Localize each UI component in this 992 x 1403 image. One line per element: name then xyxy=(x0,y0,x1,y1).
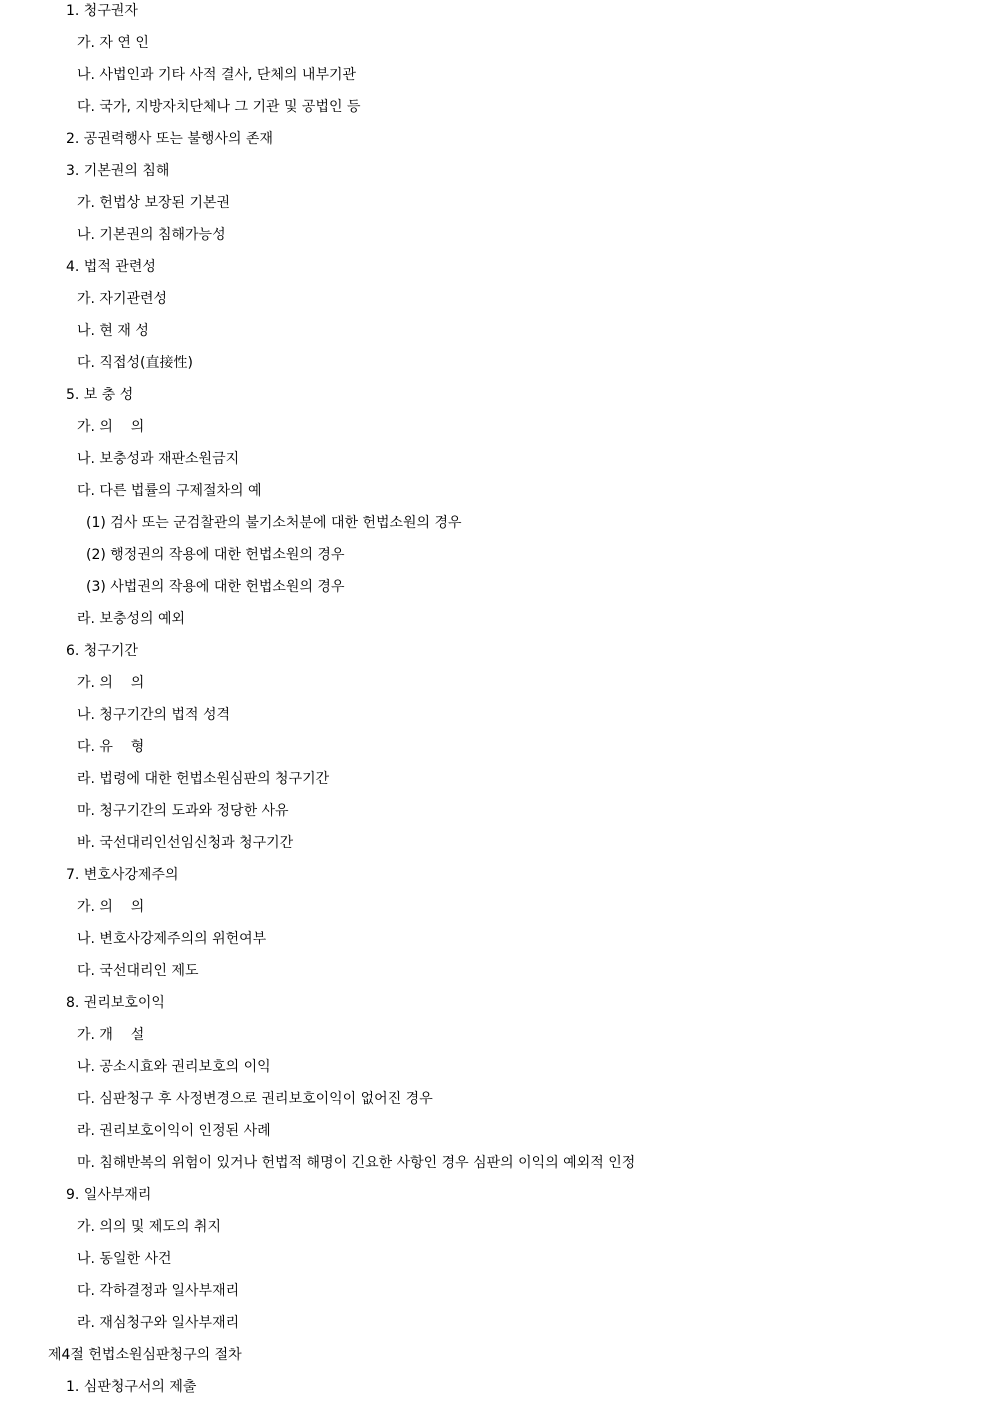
toc-item-level2: 바. 국선대리인선임신청과 청구기간 xyxy=(77,835,294,851)
toc-item-level2: 가. 헌법상 보장된 기본권 xyxy=(77,195,231,211)
toc-item-level2: 가. 의 의 xyxy=(77,899,145,915)
toc-item-level2: 나. 공소시효와 권리보호의 이익 xyxy=(77,1059,271,1075)
toc-item-level2: 다. 다른 법률의 구제절차의 예 xyxy=(77,483,262,499)
toc-item-level2: 다. 유 형 xyxy=(77,739,145,755)
toc-item-level2: 가. 의 의 xyxy=(77,419,145,435)
toc-item-level1: 7. 변호사강제주의 xyxy=(66,867,179,883)
toc-item-level2: 라. 법령에 대한 헌법소원심판의 청구기간 xyxy=(77,771,330,787)
toc-item-level3: (2) 행정권의 작용에 대한 헌법소원의 경우 xyxy=(86,547,345,563)
toc-item-level2: 가. 의 의 xyxy=(77,675,145,691)
toc-item-level1: 9. 일사부재리 xyxy=(66,1187,152,1203)
toc-item-level1: 3. 기본권의 침해 xyxy=(66,163,170,179)
toc-item-level2: 마. 청구기간의 도과와 정당한 사유 xyxy=(77,803,289,819)
toc-item-level2: 다. 심판청구 후 사정변경으로 권리보호이익이 없어진 경우 xyxy=(77,1091,433,1107)
toc-item-level2: 라. 권리보호이익이 인정된 사례 xyxy=(77,1123,271,1139)
toc-item-level2: 가. 개 설 xyxy=(77,1027,145,1043)
toc-item-level3: (1) 검사 또는 군검찰관의 불기소처분에 대한 헌법소원의 경우 xyxy=(86,515,462,531)
toc-item-level2: 나. 보충성과 재판소원금지 xyxy=(77,451,240,467)
toc-item-level2: 다. 직접성(直接性) xyxy=(77,355,193,371)
toc-item-level1: 6. 청구기간 xyxy=(66,643,138,659)
toc-item-level1: 8. 권리보호이익 xyxy=(66,995,165,1011)
toc-item-level2: 가. 의의 및 제도의 취지 xyxy=(77,1219,221,1235)
toc-item-level1: 1. 심판청구서의 제출 xyxy=(66,1379,197,1395)
toc-item-level2: 라. 보충성의 예외 xyxy=(77,611,186,627)
toc-item-level3: (3) 사법권의 작용에 대한 헌법소원의 경우 xyxy=(86,579,345,595)
toc-item-level2: 다. 국가, 지방자치단체나 그 기관 및 공법인 등 xyxy=(77,99,361,115)
toc-item-level1: 5. 보 충 성 xyxy=(66,387,134,403)
toc-item-level2: 나. 사법인과 기타 사적 결사, 단체의 내부기관 xyxy=(77,67,357,83)
toc-item-level2: 나. 현 재 성 xyxy=(77,323,149,339)
toc-item-level2: 라. 재심청구와 일사부재리 xyxy=(77,1315,240,1331)
toc-item-level2: 나. 기본권의 침해가능성 xyxy=(77,227,226,243)
toc-item-level2: 나. 청구기간의 법적 성격 xyxy=(77,707,231,723)
toc-item-level2: 마. 침해반복의 위험이 있거나 헌법적 해명이 긴요한 사항인 경우 심판의 이익의 예외적 인정 xyxy=(77,1155,636,1171)
toc-item-level2: 가. 자 연 인 xyxy=(77,35,149,51)
toc-item-level2: 다. 국선대리인 제도 xyxy=(77,963,199,979)
toc-item-level1: 4. 법적 관련성 xyxy=(66,259,156,275)
toc-item-level1: 1. 청구권자 xyxy=(66,3,138,19)
toc-item-level2: 가. 자기관련성 xyxy=(77,291,168,307)
section-heading: 제4절 헌법소원심판청구의 절차 xyxy=(48,1347,242,1363)
toc-item-level2: 다. 각하결정과 일사부재리 xyxy=(77,1283,240,1299)
toc-item-level2: 나. 동일한 사건 xyxy=(77,1251,172,1267)
toc-item-level1: 2. 공권력행사 또는 불행사의 존재 xyxy=(66,131,273,147)
toc-item-level2: 나. 변호사강제주의의 위헌여부 xyxy=(77,931,267,947)
